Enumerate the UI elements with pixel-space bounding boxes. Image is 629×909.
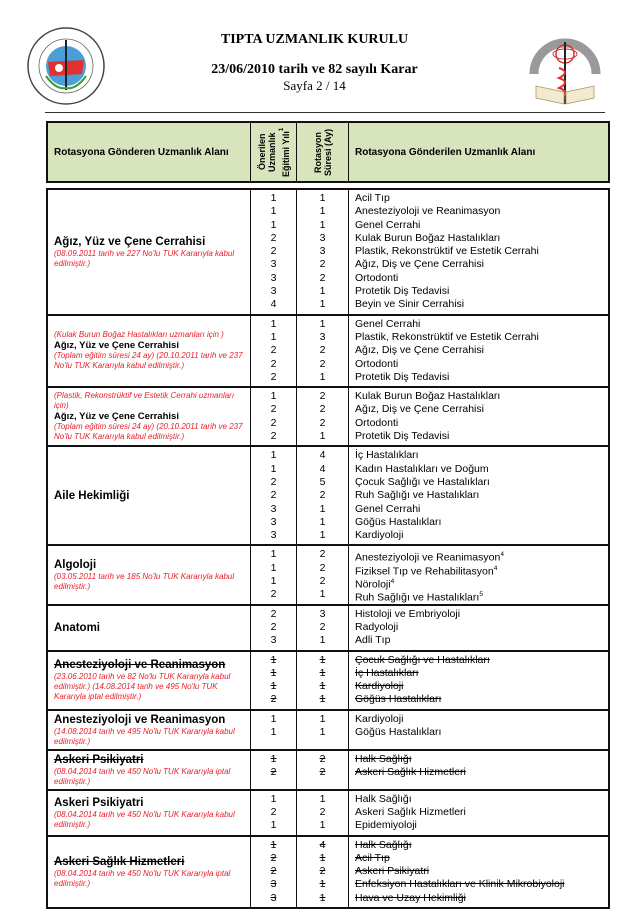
receiver-dept: Genel Cerrahi [355,317,421,330]
receiver-dept: Radyoloji [355,620,399,633]
year-value: 1 [270,205,277,218]
receiver-dept: Kardiyoloji [355,712,404,725]
months-cell [297,546,349,603]
receiver-dept: İç Hastalıkları [355,666,419,679]
table-row-group [48,751,608,791]
months-value: 1 [319,725,326,738]
year-cell [251,388,297,445]
year-value: 2 [270,865,277,878]
receiver-item [355,865,602,878]
receiver-dept: Kulak Burun Boğaz Hastalıkları [355,390,501,403]
months-value: 2 [319,403,326,416]
year-value: 3 [270,891,277,904]
months-value: 1 [319,712,326,725]
months-value: 3 [319,231,326,244]
sender-name: Ağız, Yüz ve Çene Cerrahisi [54,235,206,248]
receiver-item [355,819,602,832]
receiver-dept: Acil Tıp [355,192,390,204]
receiver-item [355,608,602,621]
year-value: 3 [270,878,277,891]
months-value: 2 [319,548,326,561]
year-value: 3 [270,285,277,298]
year-value: 2 [270,370,277,383]
months-value: 4 [319,449,326,462]
org-title: TIPTA UZMANLIK KURULU [220,32,409,47]
months-value: 2 [319,271,326,284]
receiver-dept: Epidemiyoloji [355,819,417,832]
year-value: 2 [270,489,277,502]
receiver-dept: Halk Sağlığı [355,838,412,851]
year-value: 2 [270,588,277,601]
year-value: 2 [270,805,277,818]
sender-cell [48,837,251,907]
months-value: 1 [319,370,326,383]
receiver-item [355,449,602,462]
sender-name: Algoloji [54,559,97,572]
year-value: 2 [270,231,277,244]
receiver-item [355,192,602,205]
months-value: 1 [319,317,326,330]
receiver-item [355,285,602,298]
receiver-dept: Acil Tıp [355,851,390,864]
sender-cell [48,606,251,650]
receiver-dept: Kardiyoloji [355,529,404,542]
year-value: 3 [270,529,277,542]
year-cell [251,606,297,650]
receiver-dept: Histoloji ve Embriyoloji [355,607,461,620]
months-value: 2 [319,489,326,502]
months-cell [297,316,349,386]
sender-note: (14.08.2014 tarih ve 495 No'lu TUK Kararıyla kabul edilmiştir.) [54,726,235,746]
sender-cell [48,751,251,789]
receiver-dept: Genel Cerrahi [355,218,421,231]
receiver-item [355,766,602,779]
sender-cell [48,316,251,386]
table-row-group [48,546,608,605]
receiver-dept: Protetik Diş Tedavisi [355,285,450,298]
receiver-dept: Kulak Burun Boğaz Hastalıkları [355,231,501,244]
receiver-item [355,562,602,578]
year-value: 3 [270,634,277,647]
months-value: 2 [319,575,326,588]
tuk-emblem-icon [526,24,604,110]
receiver-item [355,430,602,443]
year-value: 1 [270,390,277,403]
receiver-dept: Beyin ve Sinir Cerrahisi [355,298,465,311]
year-value: 2 [270,475,277,488]
receiver-item [355,713,602,726]
months-value: 1 [319,285,326,298]
table-row-group [48,606,608,652]
receiver-item [355,806,602,819]
receiver-dept: Göğüs Hastalıkları [355,725,442,738]
receiver-dept: Ortodonti [355,271,399,284]
months-cell [297,751,349,789]
receiver-dept: Askeri Sağlık Hizmetleri [355,765,466,778]
receiver-item [355,693,602,706]
receiver-dept: Plastik, Rekonstrüktif ve Estetik Cerrahi [355,330,539,343]
year-value: 1 [270,819,277,832]
receiver-cell [349,190,608,314]
receiver-item [355,503,602,516]
table-row-group [48,190,608,316]
receiver-item [355,331,602,344]
year-value: 3 [270,258,277,271]
receiver-dept: Plastik, Rekonstrüktif ve Estetik Cerrahi [355,245,539,258]
receiver-item [355,621,602,634]
year-value: 2 [270,416,277,429]
months-value: 2 [319,865,326,878]
sender-name: Ağız, Yüz ve Çene Cerrahisi [54,340,179,352]
page-header [0,0,629,120]
months-cell [297,190,349,314]
receiver-item [355,516,602,529]
receiver-dept: Halk Sağlığı [355,792,412,805]
receiver-dept: Ortodonti [355,357,399,370]
sender-name: Anesteziyoloji ve Reanimasyon [54,659,226,672]
receiver-item [355,417,602,430]
year-value: 1 [270,725,277,738]
sender-note: (08.09.2011 tarih ve 227 No'lu TUK Kararıyla kabul edilmiştir.) [54,248,235,268]
decision-title: 23/06/2010 tarih ve 82 sayılı Karar [211,62,418,77]
year-value: 2 [270,620,277,633]
year-value: 1 [270,666,277,679]
months-value: 2 [319,390,326,403]
year-value: 2 [270,430,277,443]
receiver-dept: Göğüs Hastalıkları [355,515,442,528]
receiver-item [355,634,602,647]
months-value: 1 [319,218,326,231]
receiver-item [355,726,602,739]
receiver-cell [349,751,608,789]
footnote-marker: 1 [278,127,285,131]
sender-cell [48,447,251,544]
months-value: 1 [319,298,326,311]
months-value: 2 [319,258,326,271]
receiver-dept: Anesteziyoloji ve Reanimasyon [355,551,501,564]
receiver-cell [349,791,608,835]
months-cell [297,791,349,835]
months-value: 1 [319,819,326,832]
months-value: 1 [319,192,326,204]
sender-cell [48,546,251,603]
col-header-year-label: Önerilen Uzmanlık Eğitimi Yılı [256,130,291,177]
receiver-dept: Kardiyoloji [355,680,404,693]
table-row-group [48,316,608,388]
year-value: 2 [270,765,277,778]
receiver-item [355,344,602,357]
year-value: 1 [270,192,277,204]
sender-pre-note: (Kulak Burun Boğaz Hastalıkları uzmanları için ) [54,330,224,340]
col-header-duration-label: Rotasyon Süresi (Ay) [312,128,333,176]
year-value: 2 [270,245,277,258]
year-value: 2 [270,357,277,370]
months-cell [297,388,349,445]
receiver-dept: Protetik Diş Tedavisi [355,370,450,383]
receiver-dept: Protetik Diş Tedavisi [355,430,450,443]
months-value: 3 [319,330,326,343]
sender-name: Askeri Sağlık Hizmetleri [54,855,185,868]
months-value: 1 [319,666,326,679]
months-value: 4 [319,838,326,851]
sender-cell [48,652,251,709]
receiver-dept: Askeri Psikiyatri [355,865,430,878]
months-value: 1 [319,205,326,218]
receiver-item [355,258,602,271]
table-row-group [48,711,608,751]
sender-name: Anesteziyoloji ve Reanimasyon [54,713,226,726]
receiver-dept: Genel Cerrahi [355,502,421,515]
table-row-group [48,837,608,907]
year-value: 1 [270,752,277,765]
year-value: 2 [270,607,277,620]
year-value: 1 [270,712,277,725]
year-value: 2 [270,851,277,864]
months-value: 2 [319,752,326,765]
footnote-marker: 5 [479,591,483,599]
sender-pre-note: (Plastik, Rekonstrüktif ve Estetik Cerrahi uzmanları için) [54,391,235,411]
receiver-item [355,529,602,542]
receiver-dept: Ağız, Diş ve Çene Cerrahisi [355,344,484,357]
sender-cell [48,791,251,835]
months-value: 2 [319,344,326,357]
sender-note: (08.04.2014 tarih ve 450 No'lu TUK Kararıyla iptal edilmiştir.) [54,868,231,888]
year-value: 1 [270,330,277,343]
months-value: 1 [319,588,326,601]
receiver-dept: Göğüs Hastalıkları [355,693,442,706]
receiver-dept: Çocuk Sağlığı ve Hastalıkları [355,475,490,488]
col-header-year [251,123,297,181]
receiver-dept: Ruh Sağlığı ve Hastalıkları [355,591,480,604]
receiver-item [355,654,602,667]
months-value: 3 [319,245,326,258]
receiver-cell [349,837,608,907]
sender-name: Aile Hekimliği [54,489,130,502]
receiver-item [355,318,602,331]
months-value: 3 [319,607,326,620]
footnote-marker: 4 [500,551,504,559]
months-cell [297,837,349,907]
year-value: 4 [270,298,277,311]
months-value: 2 [319,561,326,574]
sender-note: (23.06.2010 tarih ve 82 No'lu TUK Kararıyla kabul edilmiştir.) (14.08.2014 tarih ve 495 No'lu TUK Kararıyla iptal edilmiştir.) [54,672,231,702]
receiver-dept: Kadın Hastalıkları ve Doğum [355,462,489,475]
months-value: 1 [319,891,326,904]
receiver-item [355,793,602,806]
months-value: 1 [319,878,326,891]
year-cell [251,751,297,789]
receiver-cell [349,606,608,650]
receiver-item [355,476,602,489]
receiver-item [355,878,602,891]
months-cell [297,447,349,544]
sender-name: Ağız, Yüz ve Çene Cerrahisi [54,411,179,423]
months-value: 1 [319,653,326,666]
year-cell [251,837,297,907]
year-value: 1 [270,575,277,588]
receiver-dept: Fiziksel Tıp ve Rehabilitasyon [355,565,494,578]
receiver-item [355,403,602,416]
sender-note: (Toplam eğitim süresi 24 ay) (20.10.2011 tarih ve 237 No'lu TUK Kararıyla kabul edilmiştir.) [54,351,243,371]
receiver-dept: Askeri Sağlık Hizmetleri [355,805,466,818]
receiver-item [355,588,602,604]
receiver-item [355,245,602,258]
receiver-cell [349,546,608,603]
year-value: 1 [270,449,277,462]
receiver-item [355,205,602,218]
receiver-dept: Ortodonti [355,416,399,429]
year-value: 3 [270,502,277,515]
receiver-item [355,358,602,371]
sender-note: (Toplam eğitim süresi 24 ay) (20.10.2011 tarih ve 237 No'lu TUK Kararıyla kabul edilmiştir.) [54,422,243,442]
page-number: Sayfa 2 / 14 [283,78,346,93]
months-value: 1 [319,792,326,805]
year-value: 1 [270,838,277,851]
receiver-item [355,371,602,384]
receiver-cell [349,652,608,709]
months-value: 4 [319,462,326,475]
receiver-item [355,463,602,476]
sender-cell [48,388,251,445]
year-cell [251,652,297,709]
receiver-cell [349,447,608,544]
year-value: 1 [270,317,277,330]
col-header-sender: Rotasyona Gönderen Uzmanlık Alanı [48,123,251,181]
year-value: 1 [270,680,277,693]
months-value: 2 [319,620,326,633]
months-value: 1 [319,430,326,443]
receiver-item [355,219,602,232]
footnote-marker: 4 [493,564,498,572]
rotation-table [46,188,610,909]
months-value: 2 [319,416,326,429]
receiver-item [355,667,602,680]
year-cell [251,791,297,835]
receiver-dept: Anesteziyoloji ve Reanimasyon [355,205,501,218]
months-value: 1 [319,693,326,706]
receiver-item [355,232,602,245]
sender-name: Askeri Psikiyatri [54,796,144,809]
col-header-duration [297,123,349,181]
year-cell [251,316,297,386]
year-value: 1 [270,792,277,805]
year-value: 2 [270,344,277,357]
receiver-item [355,272,602,285]
months-value: 2 [319,357,326,370]
table-row-group [48,791,608,837]
year-value: 3 [270,515,277,528]
sender-cell [48,711,251,749]
col-header-receiver: Rotasyona Gönderilen Uzmanlık Alanı [355,146,536,158]
months-value: 2 [319,765,326,778]
receiver-dept: Ağız, Diş ve Çene Cerrahisi [355,258,484,271]
receiver-dept: Hava ve Uzay Hekimliği [355,891,466,904]
footnote-marker: 4 [390,578,395,586]
receiver-dept: Enfeksiyon Hastalıkları ve Klinik Mikrobiyoloji [355,878,565,891]
receiver-item [355,839,602,852]
year-value: 1 [270,548,277,561]
months-cell [297,652,349,709]
year-cell [251,711,297,749]
year-value: 1 [270,462,277,475]
receiver-dept: Ağız, Diş ve Çene Cerrahisi [355,403,484,416]
months-value: 1 [319,515,326,528]
receiver-dept: Halk Sağlığı [355,752,412,765]
sender-name: Anatomi [54,621,100,634]
months-cell [297,711,349,749]
year-cell [251,190,297,314]
year-cell [251,447,297,544]
receiver-item [355,390,602,403]
receiver-dept: Nöroloji [355,578,391,591]
receiver-item [355,298,602,311]
sender-name: Askeri Psikiyatri [54,753,144,766]
year-value: 3 [270,271,277,284]
receiver-cell [349,388,608,445]
months-value: 1 [319,680,326,693]
year-cell [251,546,297,603]
receiver-dept: İç Hastalıkları [355,449,419,462]
sender-note: (08.04.2014 tarih ve 450 No'lu TUK Kararıyla iptal edilmiştir.) [54,766,231,786]
receiver-item [355,892,602,905]
months-value: 1 [319,529,326,542]
months-cell [297,606,349,650]
year-value: 1 [270,218,277,231]
receiver-dept: Çocuk Sağlığı ve Hastalıkları [355,653,490,666]
sender-note: (03.05.2011 tarih ve 185 No'lu TUK Kararıyla kabul edilmiştir.) [54,572,235,592]
months-value: 2 [319,805,326,818]
receiver-dept: Ruh Sağlığı ve Hastalıkları [355,489,480,502]
header-divider [45,112,605,113]
year-value: 2 [270,403,277,416]
receiver-cell [349,711,608,749]
receiver-item [355,852,602,865]
receiver-item [355,548,602,564]
table-header [46,121,610,183]
table-row-group [48,652,608,711]
receiver-item [355,753,602,766]
receiver-dept: Adli Tıp [355,634,391,647]
months-value: 1 [319,502,326,515]
receiver-item [355,489,602,502]
receiver-cell [349,316,608,386]
year-value: 1 [270,561,277,574]
sender-cell [48,190,251,314]
table-row-group [48,447,608,546]
months-value: 1 [319,634,326,647]
months-value: 5 [319,475,326,488]
year-value: 1 [270,653,277,666]
table-row-group [48,388,608,447]
sender-note: (08.04.2014 tarih ve 450 No'lu TUK Kararıyla kabul edilmiştir.) [54,809,235,829]
year-value: 2 [270,693,277,706]
months-value: 1 [319,851,326,864]
receiver-item [355,680,602,693]
